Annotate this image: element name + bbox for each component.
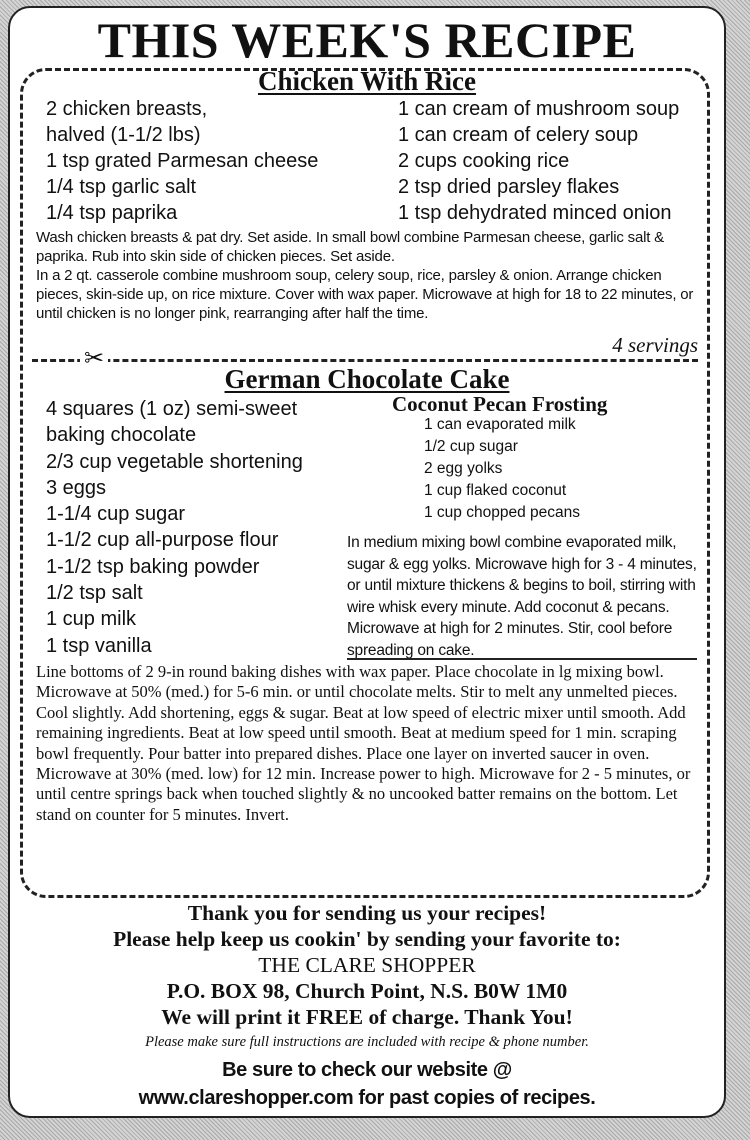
ingredient: 2/3 cup vegetable shortening [46, 450, 303, 473]
recipe2-title: German Chocolate Cake [224, 364, 510, 394]
frosting-underline [347, 658, 697, 660]
footer-website-line: Be sure to check our website @ [222, 1059, 512, 1081]
footer-note: Please make sure full instructions are included with recipe & phone number. [145, 1034, 589, 1050]
ingredient: halved (1-1/2 lbs) [46, 124, 201, 146]
recipe1-ingredients-left [46, 96, 318, 226]
frosting-title: Coconut Pecan Frosting [392, 392, 608, 416]
ingredient: 2 egg yolks [424, 460, 503, 477]
ingredient: 1 tsp dehydrated minced onion [398, 202, 672, 224]
recipe1-ingredients-right [398, 96, 679, 226]
ingredient: 3 eggs [46, 476, 107, 499]
ingredient: 1/4 tsp paprika [46, 202, 178, 224]
footer-publication: THE CLARE SHOPPER [258, 953, 476, 977]
recipe1-directions [36, 228, 704, 323]
ingredient: 4 squares (1 oz) semi-sweet [46, 398, 298, 420]
ingredient: 1 can evaporated milk [424, 416, 576, 433]
footer-address: P.O. BOX 98, Church Point, N.S. B0W 1M0 [166, 979, 568, 1003]
ingredient: 2 tsp dried parsley flakes [398, 176, 620, 198]
ingredient: 1-1/2 tsp baking powder [46, 555, 260, 578]
recipe1-servings: 4 servings [612, 333, 698, 357]
ingredient: 1 cup chopped pecans [424, 504, 580, 521]
page-title: THIS WEEK'S RECIPE [97, 12, 637, 68]
scissors-icon: ✂ [80, 347, 108, 371]
footer [10, 900, 724, 1112]
recipe-card [8, 6, 726, 1118]
ingredient: 1 can cream of mushroom soup [398, 98, 680, 120]
ingredient: 2 cups cooking rice [398, 150, 570, 172]
ingredient: 1 can cream of celery soup [398, 124, 639, 146]
footer-free: We will print it FREE of charge. Thank You! [161, 1005, 573, 1029]
ingredient: 1 cup flaked coconut [424, 482, 567, 499]
footer-thanks: Thank you for sending us your recipes! [187, 901, 547, 925]
cut-line [32, 359, 698, 362]
recipe2-ingredients [46, 396, 303, 659]
ingredient: 1/4 tsp garlic salt [46, 176, 197, 198]
ingredient: 1 tsp vanilla [46, 634, 152, 657]
footer-website-url[interactable]: www.clareshopper.com for past copies of recipes. [138, 1087, 596, 1109]
ingredient: 1/2 cup sugar [424, 438, 518, 455]
frosting-directions: In medium mixing bowl combine evaporated milk, sugar & egg yolks. Microwave high for 3 - 4 minutes, or until mixture thickens & begins to boil, stirring with wire whisk every minute. Add coconut & pecans. Microwave at high for 2 minutes. Stir, cool before spreading on cake. [347, 534, 697, 659]
direction-paragraph: Wash chicken breasts & pat dry. Set aside. In small bowl combine Parmesan cheese, garlic salt & paprika. Rub into skin side of chicken pieces. Set aside. [36, 229, 664, 265]
ingredient: 1 tsp grated Parmesan cheese [46, 150, 319, 172]
direction-paragraph: In a 2 qt. casserole combine mushroom soup, celery soup, rice, parsley & onion. Arrange chicken pieces, skin-side up, on rice mixture. Cover with wax paper. Microwave at high for 18 to 22 minutes, or until chicken is no longer pink, rearranging after half the time. [36, 267, 694, 322]
footer-request: Please help keep us cookin' by sending your favorite to: [113, 927, 621, 951]
ingredient: baking chocolate [46, 424, 197, 447]
ingredient: 2 chicken breasts, [46, 98, 208, 120]
recipe2-directions: Line bottoms of 2 9-in round baking dishes with wax paper. Place chocolate in lg mixing bowl. Microwave at 50% (med.) for 5-6 min. or until chocolate melts. Stir to melt any unmelted pieces. Cool slightly. Add shortening, eggs & sugar. Beat at low speed of electric mixer until smooth. Add remaining ingredients. Beat at low speed until smooth. Beat at medium speed for 1 min. scraping bowl frequently. Pour batter into prepared dishes. Place one layer on inverted saucer in oven. Microwave at 30% (med. low) for 12 min. Increase power to high. Microwave for 2 - 5 minutes, or until centre springs back when touched slightly & no uncooked batter remains on the bottom. Let stand on counter for 5 minutes. Invert. [36, 662, 691, 824]
ingredient: 1-1/2 cup all-purpose flour [46, 529, 279, 552]
ingredient: 1/2 tsp salt [46, 582, 143, 605]
frosting-ingredients [424, 414, 580, 524]
recipe1-title: Chicken With Rice [257, 66, 477, 96]
ingredient: 1-1/4 cup sugar [46, 503, 185, 526]
ingredient: 1 cup milk [46, 608, 137, 631]
